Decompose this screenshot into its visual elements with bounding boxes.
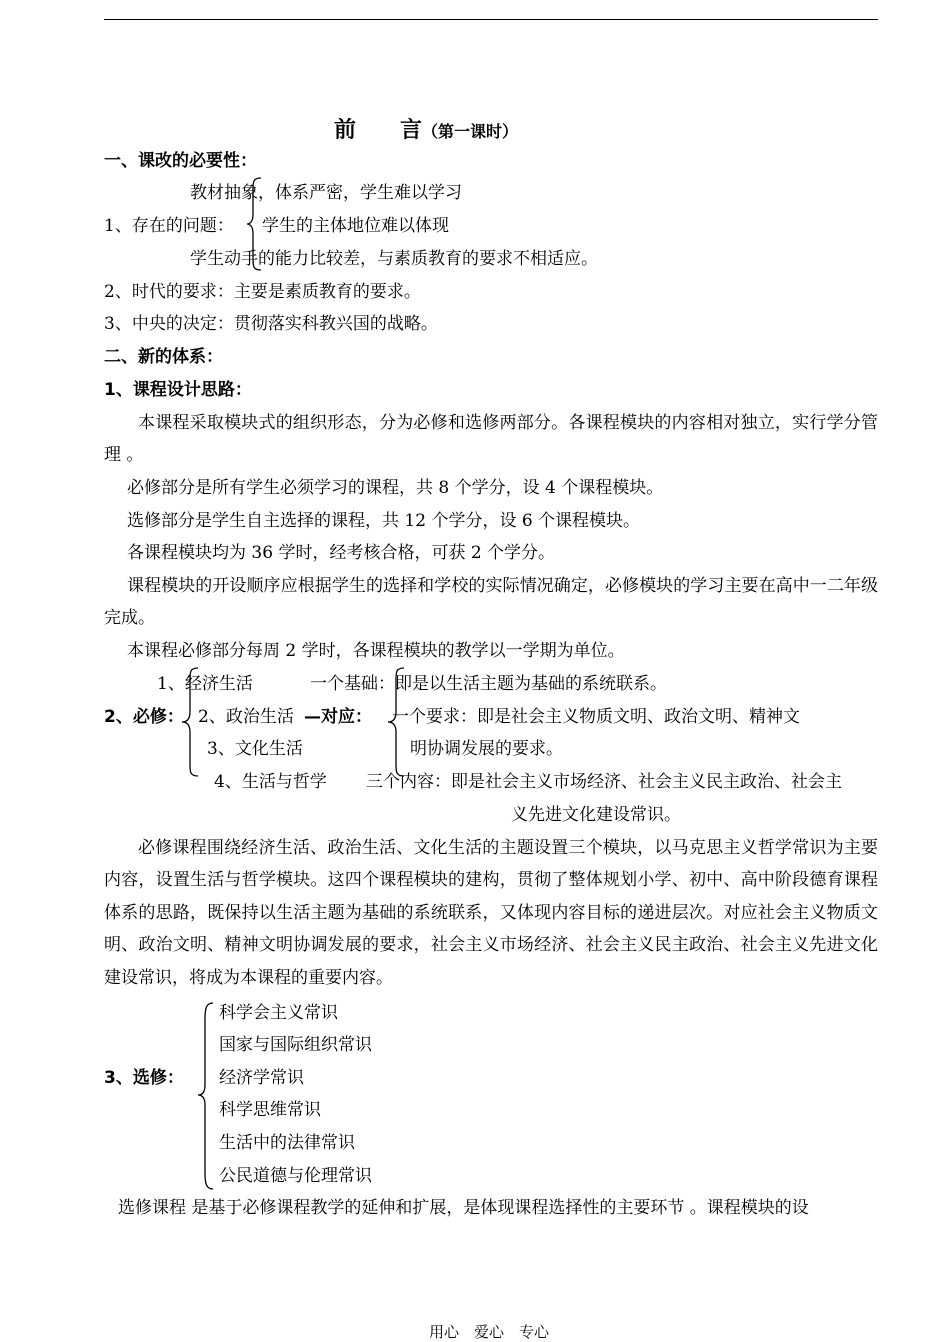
design-paragraph-1: 本课程采取模块式的组织形态，分为必修和选修两部分。各课程模块的内容相对独立，实行学分管理 。 (104, 413, 878, 466)
mapping-requirement-line1: 一个要求：即是社会主义物质文明、政治文明、精神文 (392, 707, 800, 727)
section2-heading: 二、新的体系： (104, 347, 223, 367)
required-paragraph: 必修课程围绕经济生活、政治生活、文化生活的主题设置三个模块，以马克思主义哲学常识为主要内容，设置生活与哲学模块。这四个课程模块的建构，贯彻了整体规划小学、初中、高中阶段德育课程体系的思路，既保持以生活主题为基础的系统联系，又体现内容目标的递进层次。对应社会主义物质文明、政治文明、精神文明协调发展的要求，社会主义市场经济、社会主义民主政治、社会主义先进文化建设常识，将成为本课程的重要内容。 (104, 838, 878, 988)
page-title (334, 118, 518, 145)
mapping-requirement-line2: 明协调发展的要求。 (410, 739, 563, 759)
elective-module-2: 国家与国际组织常识 (219, 1035, 372, 1055)
section1-item-2: 2、时代的要求：主要是素质教育的要求。 (104, 282, 421, 302)
section1-item-3: 3、中央的决定：贯彻落实科教兴国的战略。 (104, 314, 438, 334)
problem-item-1: 教材抽象，体系严密，学生难以学习 (190, 183, 462, 203)
section1-heading: 一、课改的必要性： (104, 151, 257, 171)
mapping-basis: 一个基础：即是以生活主题为基础的系统联系。 (310, 674, 667, 694)
problems-brace (245, 176, 265, 272)
required-module-2: 2、政治生活 (198, 707, 294, 727)
problem-item-3: 学生动手的能力比较差，与素质教育的要求不相适应。 (190, 249, 598, 269)
mapping-content-line1: 三个内容：即是社会主义市场经济、社会主义民主政治、社会主 (366, 772, 842, 792)
section2-subheading: 1、课程设计思路： (104, 380, 252, 400)
problem-item-2: 学生的主体地位难以体现 (262, 216, 449, 236)
design-paragraph-2: 必修部分是所有学生必须学习的课程，共 8 个学分，设 4 个课程模块。 (127, 478, 664, 498)
required-label: 2、必修： (104, 707, 184, 727)
design-paragraph-3: 选修部分是学生自主选择的课程，共 12 个学分，设 6 个课程模块。 (127, 511, 641, 531)
page-footer: 用心 爱心 专心 (429, 1323, 550, 1341)
problems-label: 1、存在的问题： (104, 216, 234, 236)
elective-module-4: 科学思维常识 (219, 1100, 321, 1120)
elective-module-5: 生活中的法律常识 (219, 1133, 355, 1153)
elective-module-1: 科学会主义常识 (219, 1003, 338, 1023)
mapping-label: —对应： (304, 707, 372, 727)
elective-label: 3、选修： (104, 1068, 184, 1088)
mapping-content-line2: 义先进文化建设常识。 (511, 805, 681, 825)
elective-paragraph: 选修课程 是基于必修课程教学的延伸和扩展，是体现课程选择性的主要环节 。课程模块的设 (118, 1198, 809, 1218)
elective-brace (196, 1001, 216, 1191)
required-module-1: 1、经济生活 (157, 674, 253, 694)
header-rule (104, 19, 878, 20)
title-main: 前 言 (334, 118, 423, 143)
required-module-3: 3、文化生活 (207, 739, 303, 759)
required-module-4: 4、生活与哲学 (214, 772, 327, 792)
elective-module-3: 经济学常识 (219, 1068, 304, 1088)
elective-module-6: 公民道德与伦理常识 (219, 1166, 372, 1186)
title-sub: （第一课时） (422, 122, 519, 141)
design-paragraph-5: 课程模块的开设顺序应根据学生的选择和学校的实际情况确定，必修模块的学习主要在高中一二年级完成。 (104, 576, 878, 629)
design-paragraph-4: 各课程模块均为 36 学时，经考核合格，可获 2 个学分。 (127, 543, 556, 563)
design-paragraph-6: 本课程必修部分每周 2 学时，各课程模块的教学以一学期为单位。 (127, 641, 625, 661)
